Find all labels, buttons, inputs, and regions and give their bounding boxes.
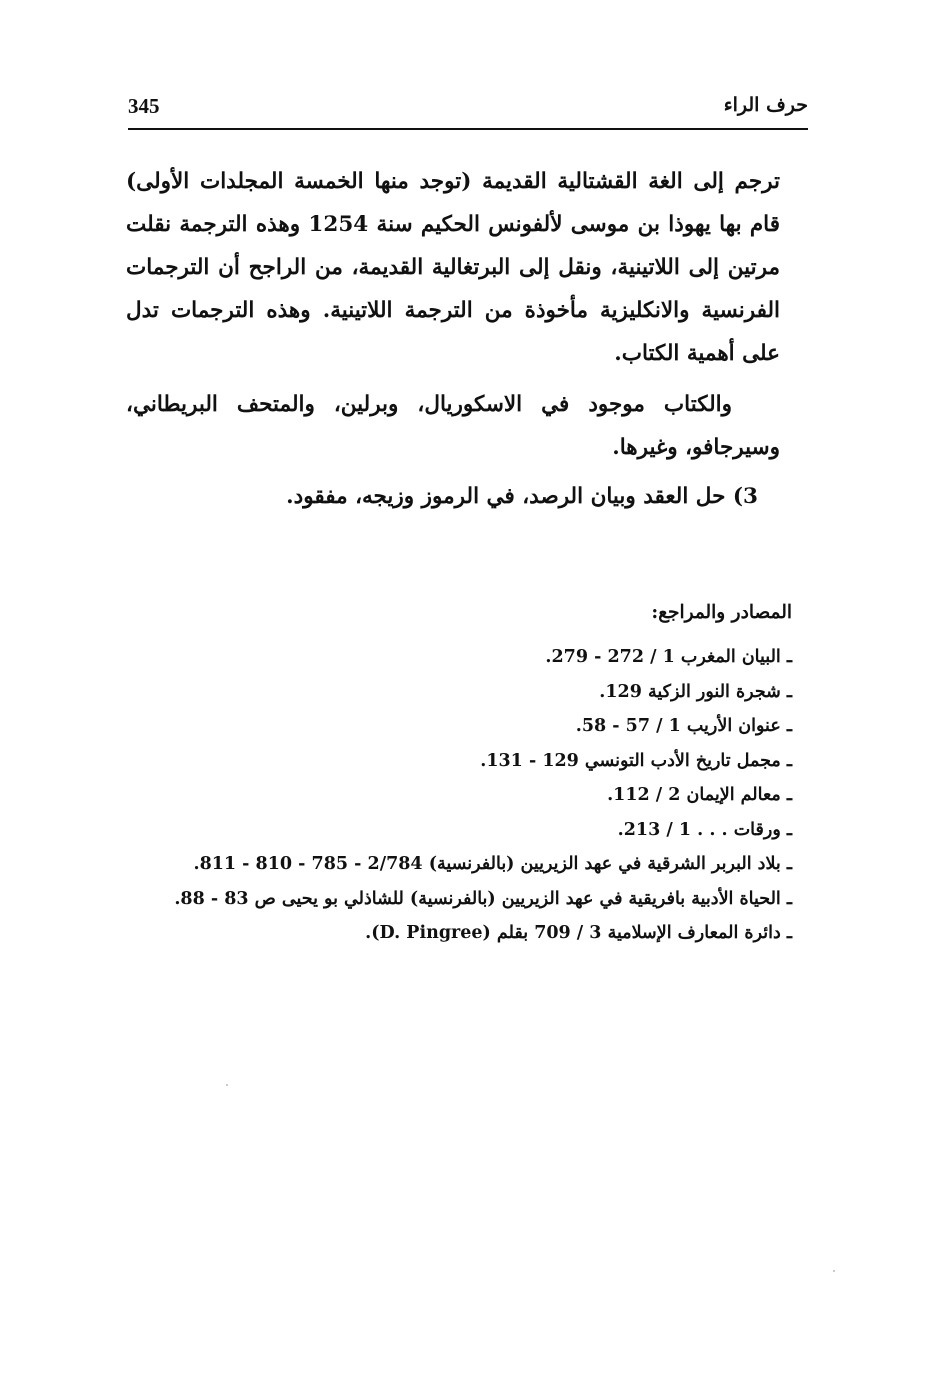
reference-item: ـ الحياة الأدبية بافريقية في عهد الزيريين (بالفرنسية) للشاذلي بو يحيى ص 83 - 88. <box>174 888 792 909</box>
paragraph: والكتاب موجود في الاسكوريال، وبرلين، والمتحف البريطاني، وسيرجافو، وغيرها. <box>126 392 780 460</box>
main-text <box>126 160 780 518</box>
reference-item: ـ مجمل تاريخ الأدب التونسي 129 - 131. <box>480 750 792 771</box>
running-title: حرف الراء <box>723 94 808 116</box>
scan-speck <box>833 1270 835 1272</box>
scan-speck <box>226 1084 228 1086</box>
references-list <box>150 640 792 951</box>
reference-item: ـ شجرة النور الزكية 129. <box>599 681 792 702</box>
page-header <box>128 92 808 130</box>
references-section <box>150 598 792 951</box>
reference-item: ـ معالم الإيمان 2 / 112. <box>607 785 792 805</box>
reference-item: ـ بلاد البربر الشرقية في عهد الزيريين (بالفرنسية) 2/784 - 785 - 810 - 811. <box>193 854 792 874</box>
reference-item: ـ عنوان الأريب 1 / 57 - 58. <box>575 716 792 736</box>
reference-item: ـ البيان المغرب 1 / 272 - 279. <box>545 647 792 667</box>
paragraph: ترجم إلى الغة القشتالية القديمة (توجد منها الخمسة المجلدات الأولى) قام بها يهوذا بن موسى لألفونس الحكيم سنة 1254 وهذه الترجمة نقلت مرتين إلى اللاتينية، ونقل إلى البرتغالية القديمة، من الراجح أن الترجمات الفرنسية والانكليزية مأخوذة من الترجمة اللاتينية. وهذه الترجمات تدل على أهمية الكتاب. <box>126 169 781 366</box>
reference-item: ـ دائرة المعارف الإسلامية 3 / 709 بقلم (D. Pingree). <box>365 923 792 943</box>
paragraph: 3) حل العقد وبيان الرصد، في الرموز وزيجه، مفقود. <box>286 484 758 509</box>
page-number: 345 <box>128 94 160 118</box>
references-heading: المصادر والمراجع: <box>651 602 792 623</box>
reference-item: ـ ورقات . . . 1 / 213. <box>617 819 792 840</box>
